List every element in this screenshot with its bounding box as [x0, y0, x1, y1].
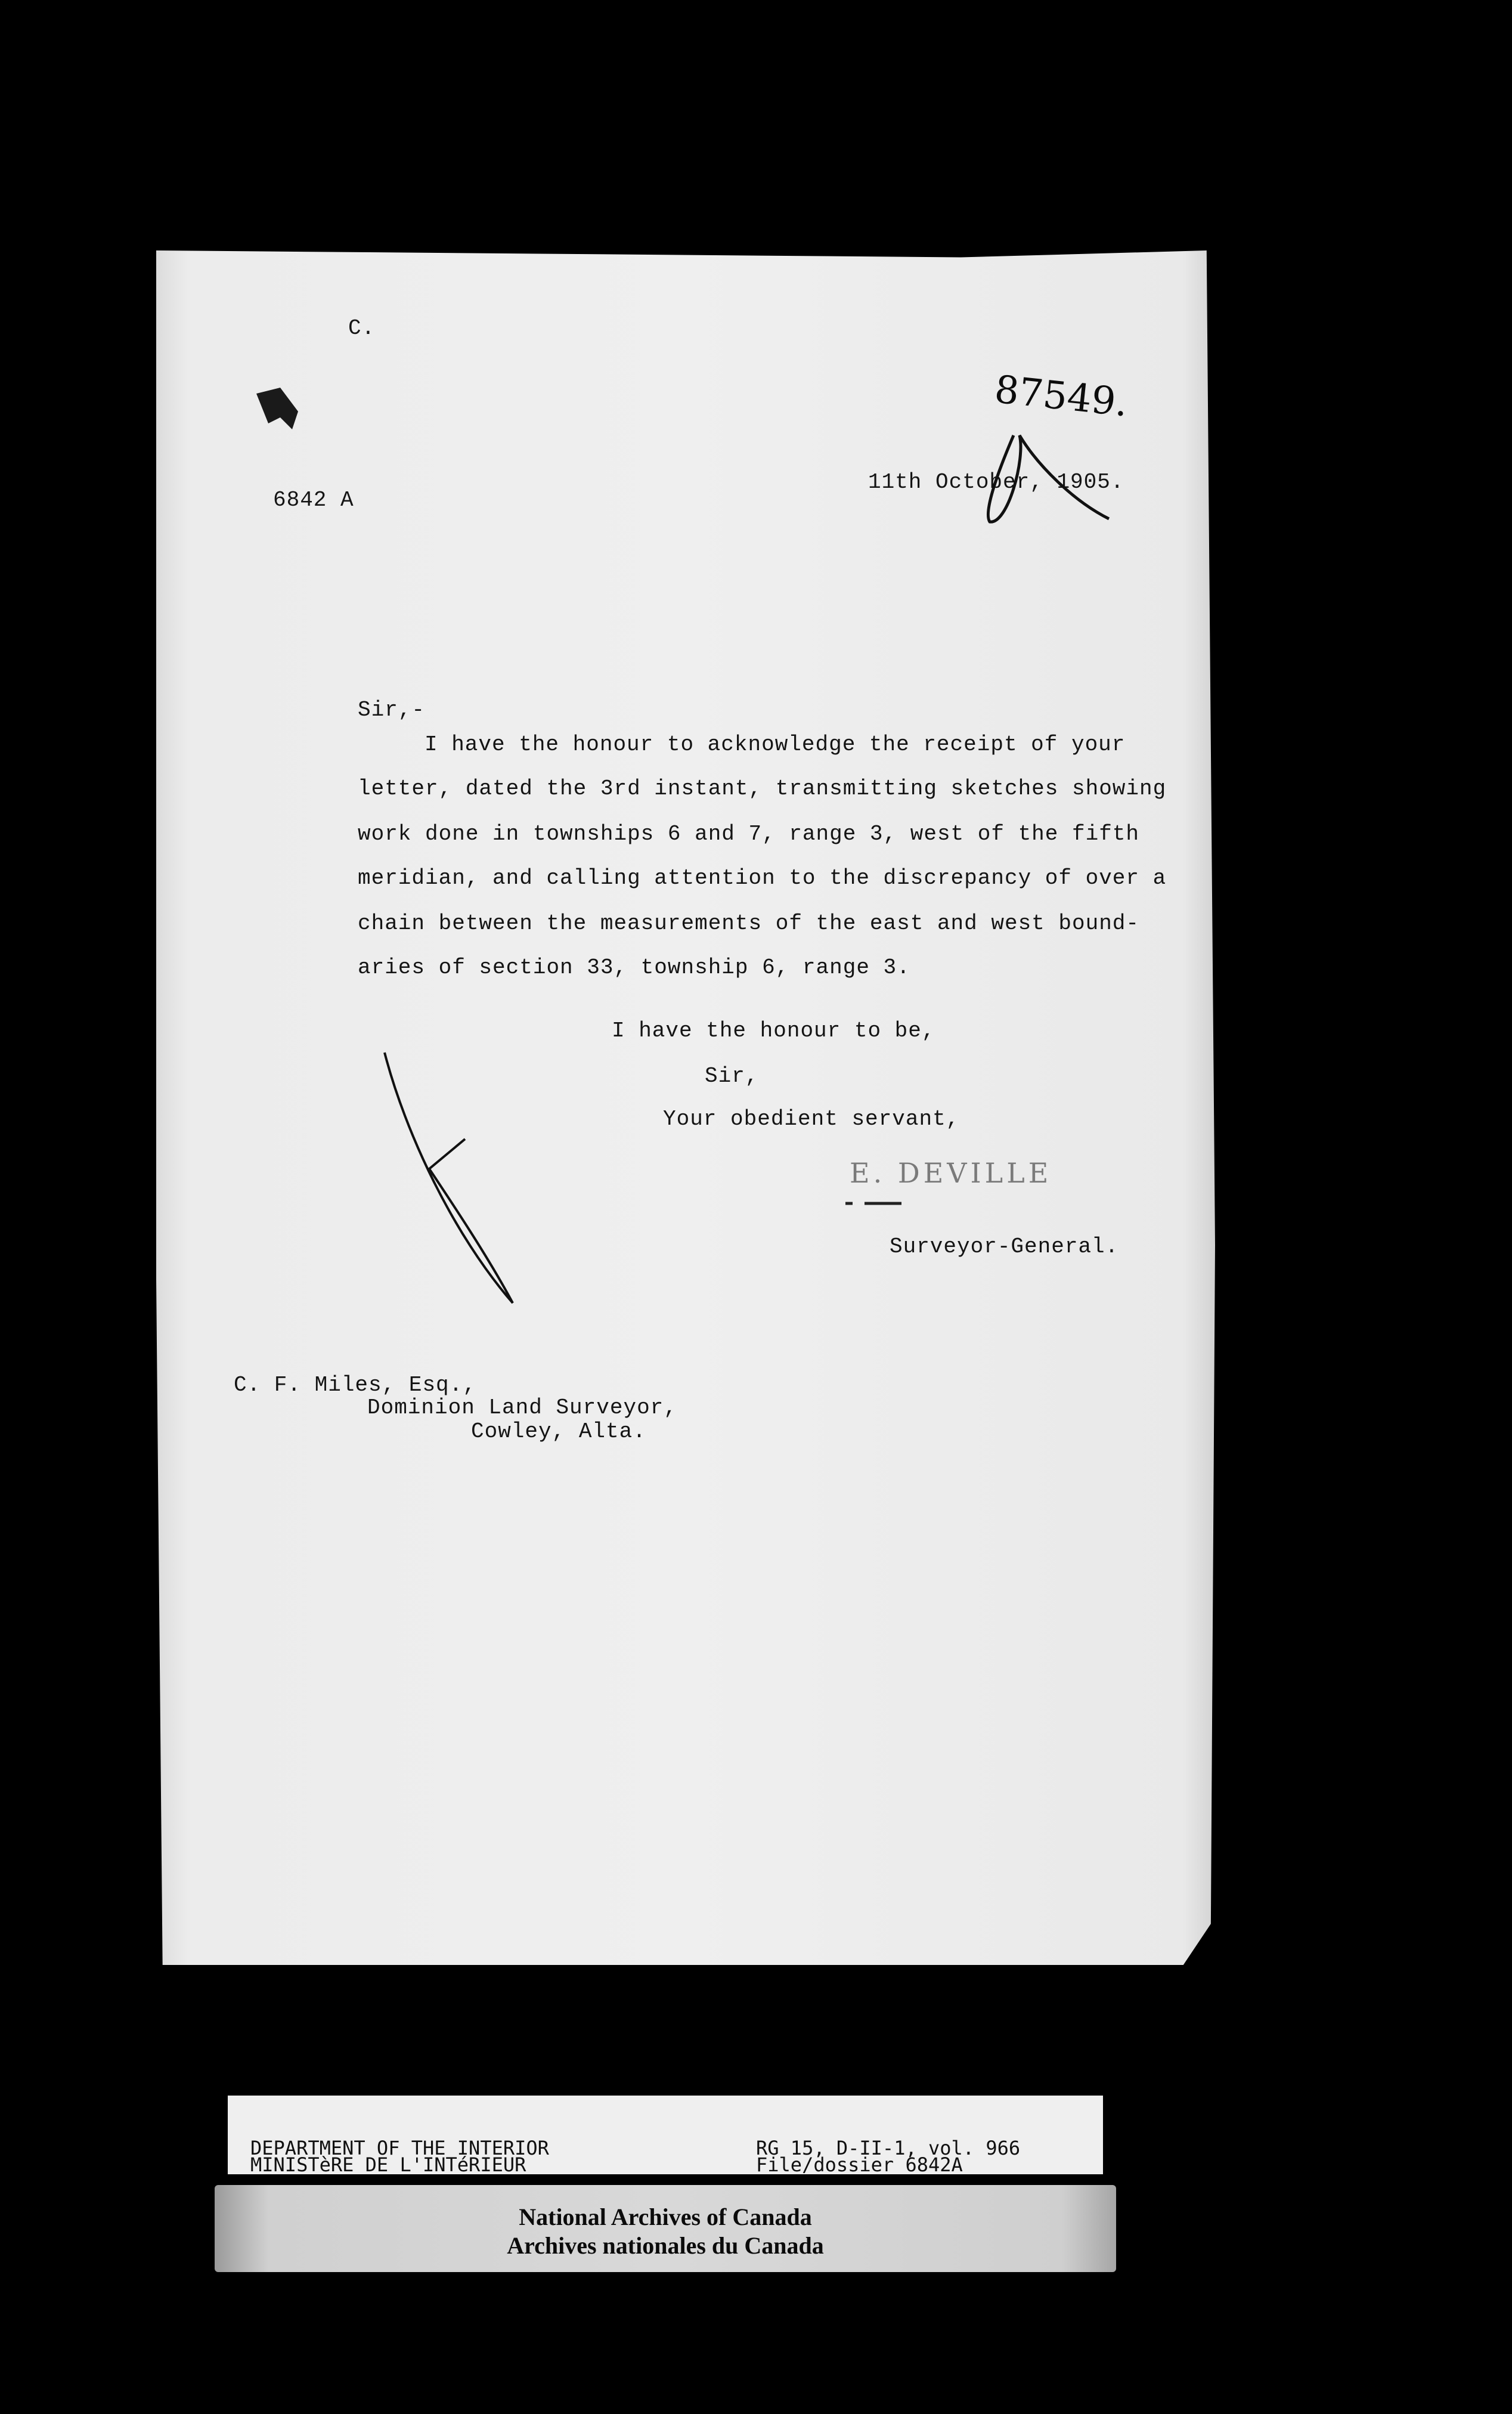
body-line: chain between the measurements of the east and west bound-: [358, 911, 1140, 936]
closing-servant: Your obedient servant,: [663, 1107, 960, 1131]
recipient-title: Dominion Land Surveyor,: [367, 1395, 677, 1420]
recipient-place: Cowley, Alta.: [471, 1419, 646, 1444]
file-reference: 6842 A: [273, 488, 354, 512]
archive-banner: [215, 2185, 1116, 2272]
archive-name-fr: Archives nationales du Canada: [507, 2232, 824, 2259]
department-en: DEPARTMENT OF THE INTERIOR: [250, 2137, 549, 2159]
body-line: meridian, and calling attention to the discrepancy of over a: [358, 866, 1167, 890]
closing-sir: Sir,: [705, 1064, 759, 1088]
salutation: Sir,-: [358, 698, 426, 722]
registry-number-stamp: 87549.: [992, 367, 1130, 426]
marker-c: C.: [348, 316, 376, 341]
recipient-name: C. F. Miles, Esq.,: [234, 1373, 476, 1397]
letter-date: 11th October, 1905.: [868, 470, 1124, 494]
closing-line: I have the honour to be,: [612, 1019, 935, 1043]
body-line: I have the honour to acknowledge the receipt of your: [425, 732, 1126, 757]
signature-stamp: E. DEVILLE: [850, 1157, 1052, 1189]
record-group-ref: RG 15, D-II-1, vol. 966: [756, 2137, 1021, 2159]
body-line: work done in townships 6 and 7, range 3, west of the fifth: [358, 822, 1140, 846]
department-fr: MINISTèRE DE L'INTéRIEUR: [250, 2153, 526, 2176]
signer-title: Surveyor-General.: [890, 1234, 1119, 1259]
archive-name-en: National Archives of Canada: [519, 2203, 812, 2230]
body-line: letter, dated the 3rd instant, transmitting sketches showing: [358, 776, 1167, 801]
catalog-label: [228, 2096, 1103, 2174]
file-dossier-ref: File/dossier 6842A: [756, 2153, 963, 2176]
body-line: aries of section 33, township 6, range 3.: [358, 955, 910, 980]
